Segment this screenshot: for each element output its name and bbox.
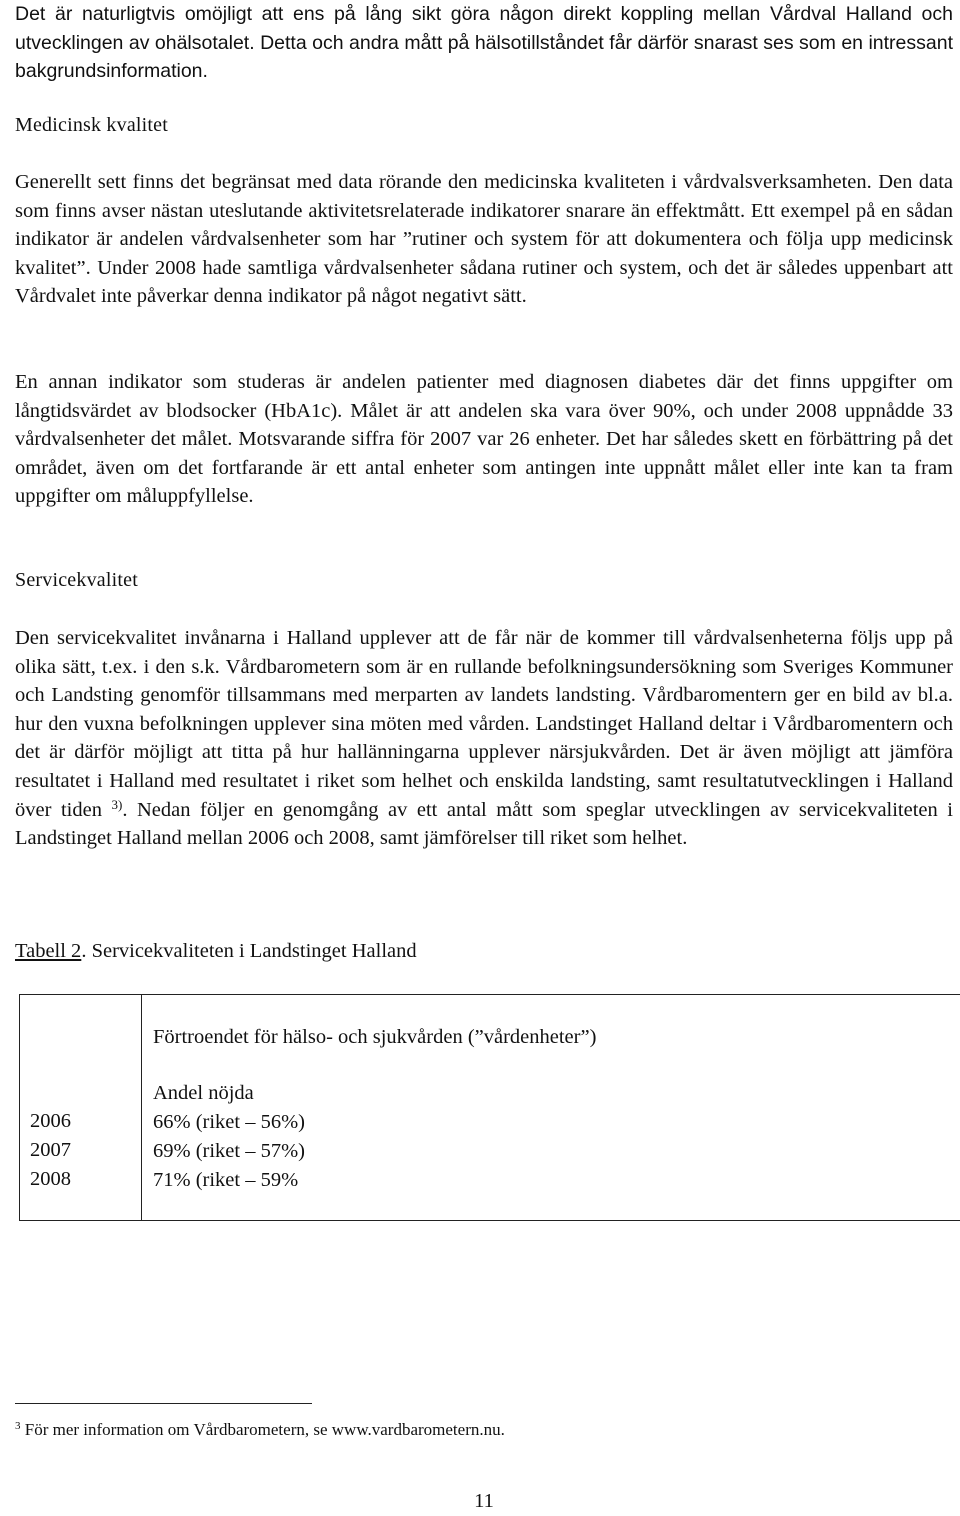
- paragraph-text-part1: Den servicekvalitet invånarna i Halland upplever att de får när de kommer till vårdvalsenheterna följs upp på olika sätt, t.ex. i den s.k. Vårdbarometern som är en rullande befolkningsundersökning som Sveriges Kommuner och Landsting genomför tillsammans med merparten av landets landsting. Vårdbaromentern ger en bild av bl.a. hur den vuxna befolkningen upplever sina möten med vården. Landstinget Halland deltar i Vårdbaromentern och det är därför möjligt att titta på hur hallänningarna upplever närsjukvården. Det är även möjligt att jämföra resultatet i Halland med resultatet i riket som helhet och enskilda landsting, samt resultatutvecklingen i Halland över tiden: [15, 627, 953, 821]
- table-value-cell: 66% (riket – 56%): [153, 1111, 305, 1133]
- table-caption: [15, 937, 417, 966]
- footnote-marker: 3: [15, 1420, 21, 1432]
- table-caption-text: . Servicekvaliteten i Landstinget Halland: [81, 940, 417, 962]
- paragraph-medicinsk-kvalitet-2: En annan indikator som studeras är andelen patienter med diagnosen diabetes där det finns uppgifter om långtidsvärdet av blodsocker (HbA1c). Målet är att andelen ska vara över 90%, och under 2008 uppnådde 33 vårdvalsenheter det målet. Motsvarande siffra för 2007 var 26 enheter. Det har således skett en förbättring på det området, även om det fortfarande är ett antal enheter som antingen inte uppnått målet eller inte kan ta fram uppgifter om måluppfyllelse.: [15, 371, 953, 508]
- table-year-cell: 2008: [30, 1168, 71, 1190]
- table-subheader: Andel nöjda: [153, 1082, 254, 1104]
- footnote-separator: [15, 1403, 312, 1404]
- table-header: Förtroendet för hälso- och sjukvården (”vårdenheter”): [153, 1026, 597, 1048]
- paragraph-servicekvalitet: [15, 624, 953, 853]
- service-quality-table: [19, 994, 960, 1221]
- paragraph-text-part2: . Nedan följer en genomgång av ett antal mått som speglar utvecklingen av servicekvaliteten i Landstinget Halland mellan 2006 och 2008, samt jämförelser till riket som helhet.: [15, 798, 953, 850]
- table-year-column: [30, 1107, 71, 1194]
- section-heading-servicekvalitet: Servicekvalitet: [15, 569, 138, 591]
- table-column-divider: [141, 995, 142, 1220]
- footnote: [15, 1418, 505, 1442]
- reference-marker: 3): [111, 796, 123, 812]
- footnote-text: För mer information om Vårdbarometern, se www.vardbarometern.nu.: [20, 1420, 505, 1439]
- table-value-cell: 69% (riket – 57%): [153, 1140, 305, 1162]
- intro-paragraph: Det är naturligtvis omöjligt att ens på lång sikt göra någon direkt koppling mellan Vårdval Halland och utvecklingen av ohälsotalet. Detta och andra mått på hälsotillståndet får därför snarast ses som en intressant bakgrundsinformation.: [15, 3, 953, 83]
- paragraph-medicinsk-kvalitet-1: Generellt sett finns det begränsat med data rörande den medicinska kvaliteten i vårdvalsverksamheten. Den data som finns avser nästan uteslutande aktivitetsrelaterade indikatorer snarare än effektmått. Ett exempel på en sådan indikator är andelen vårdvalsenheter som har ”rutiner och system för att dokumentera och följa upp medicinsk kvalitet”. Under 2008 hade samtliga vårdvalsenheter sådana rutiner och system, och det är således uppenbart att Vårdvalet inte påverkar denna indikator på något negativt sätt.: [15, 171, 953, 308]
- section-heading-medicinsk-kvalitet: Medicinsk kvalitet: [15, 114, 169, 136]
- table-value-cell: 71% (riket – 59%: [153, 1169, 299, 1191]
- table-year-cell: 2007: [30, 1139, 71, 1161]
- table-value-column: [153, 1079, 305, 1195]
- page-number: 11: [474, 1490, 494, 1512]
- table-caption-label: Tabell 2: [15, 940, 82, 962]
- table-year-cell: 2006: [30, 1110, 71, 1132]
